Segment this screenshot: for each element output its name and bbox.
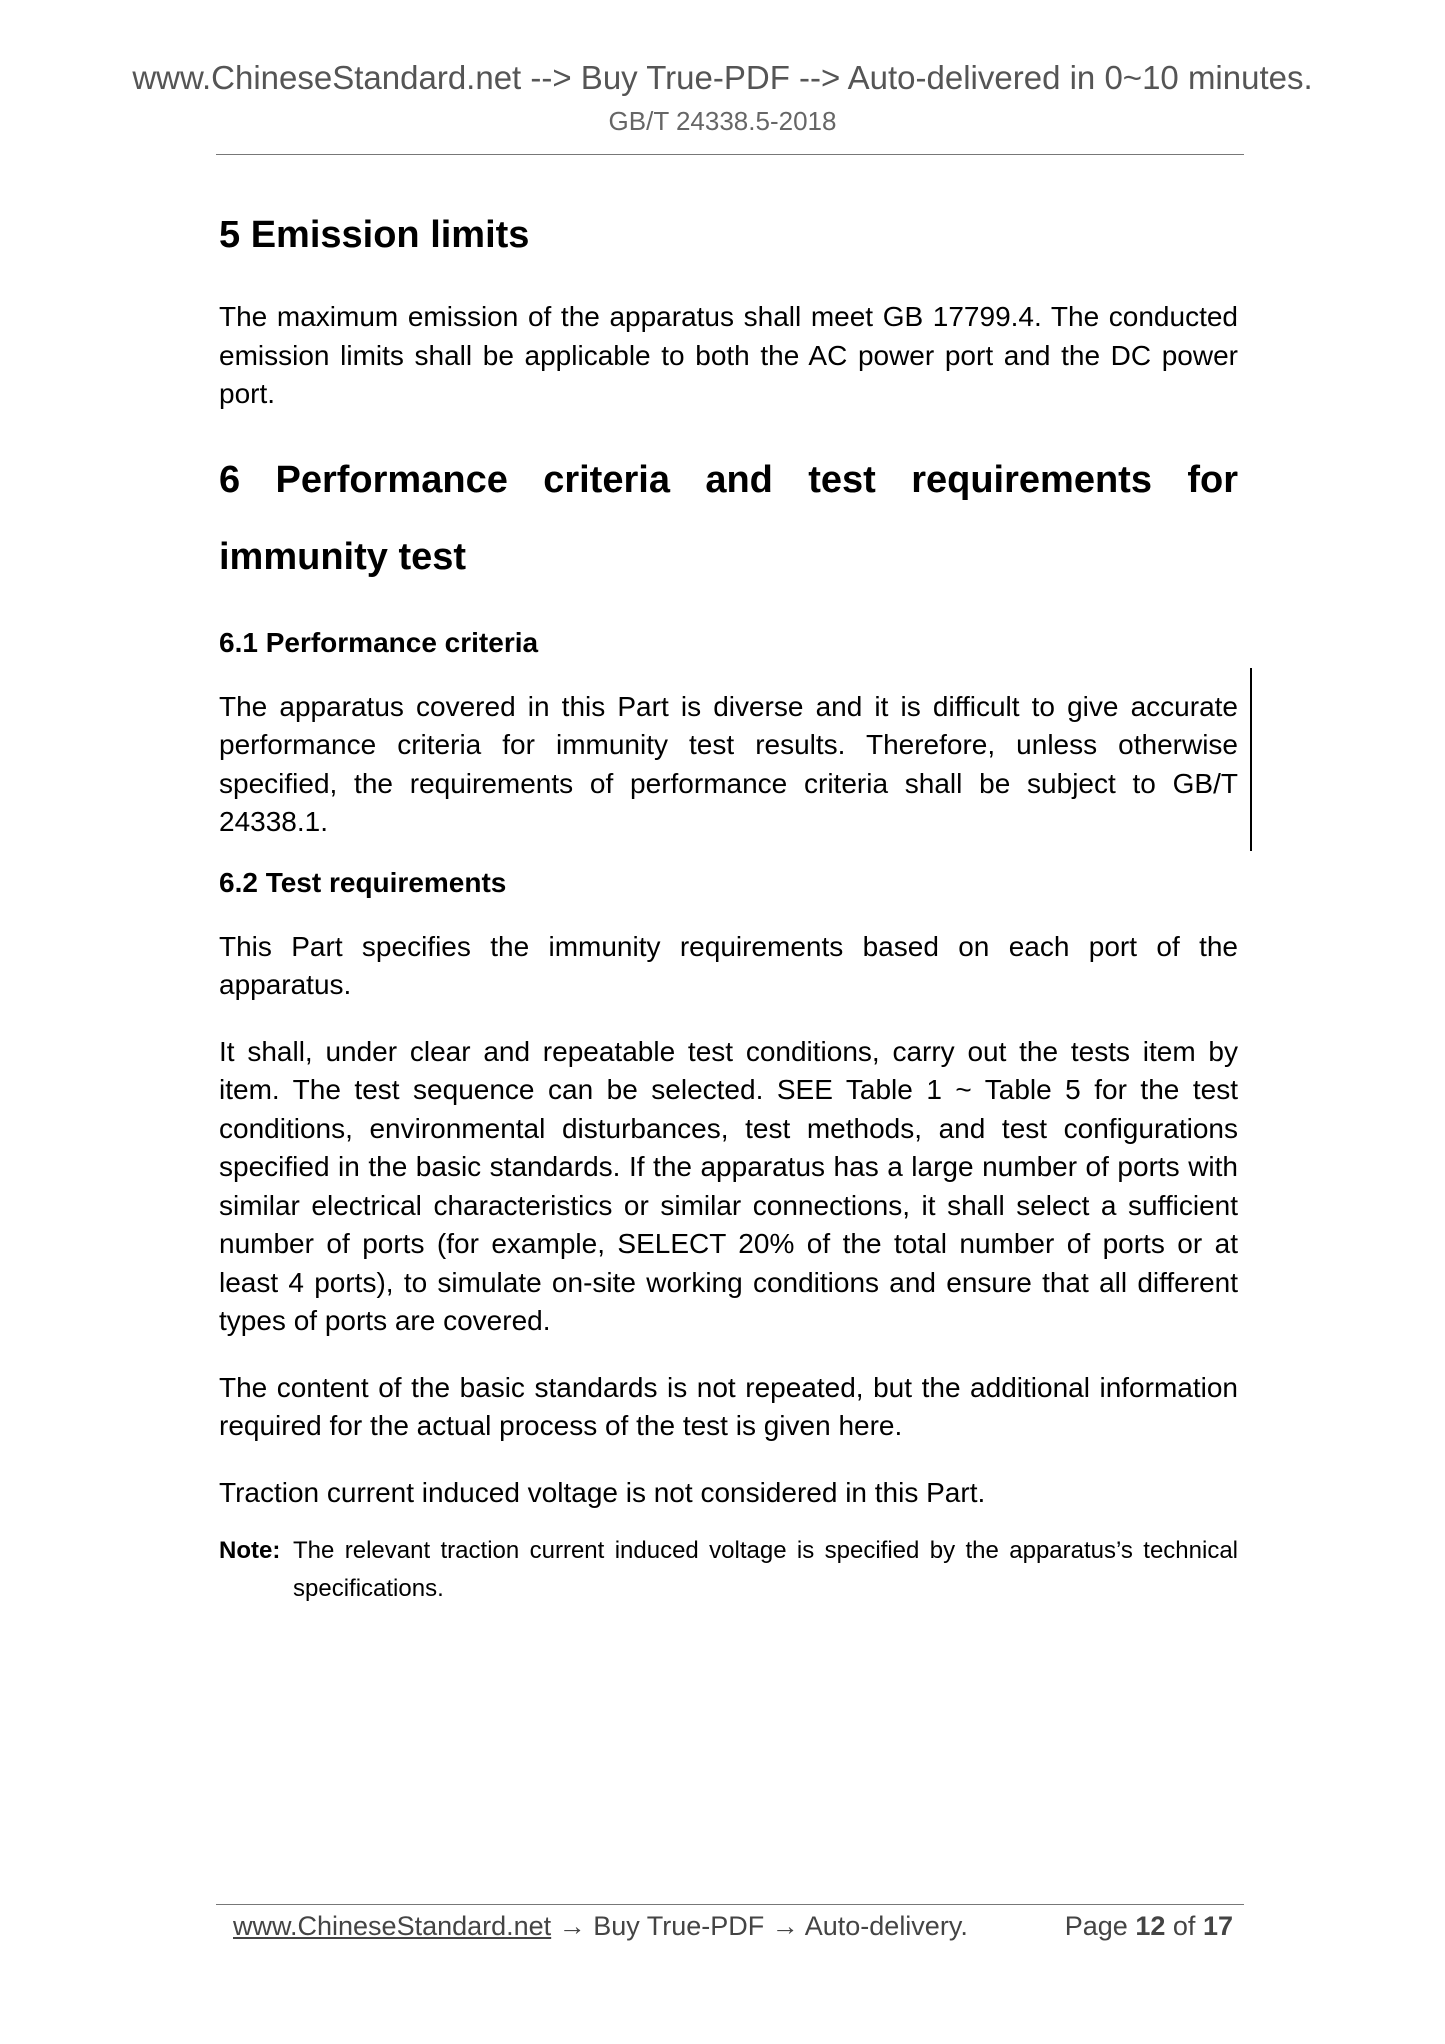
footer-divider [216, 1904, 1244, 1905]
section-6-heading [219, 442, 1238, 596]
page-total: 17 [1202, 1911, 1233, 1941]
section-6-heading-line-2: immunity test [219, 535, 467, 578]
section-6-1-paragraph: The apparatus covered in this Part is diverse and it is difficult to give accurate performance criteria for immunity test results. Therefore, unless otherwise specified, the requirements of performance criteria shall be subject to GB/T 24338.1. [219, 690, 1238, 837]
page-label: Page [1064, 1911, 1128, 1941]
section-5-paragraph: The maximum emission of the apparatus shall meet GB 17799.4. The conducted emission limits shall be applicable to both the AC power port and the DC power port. [219, 301, 1238, 409]
section-6-2-paragraph: The content of the basic standards is not repeated, but the additional information required for the actual process of the test is given here. [219, 1371, 1238, 1441]
document-code: GB/T 24338.5-2018 [608, 106, 837, 136]
header-banner: www.ChineseStandard.net --> Buy True-PDF --> Auto-delivered in 0~10 minutes. [132, 59, 1313, 96]
note-text: The relevant traction current induced voltage is specified by the apparatus’s technical specifications. [293, 1537, 1238, 1602]
note [219, 1532, 1238, 1608]
section-6-2-paragraph: This Part specifies the immunity requirements based on each port of the apparatus. [219, 930, 1238, 1000]
page-content [219, 205, 1238, 1608]
section-6-2-paragraph: Traction current induced voltage is not considered in this Part. [219, 1476, 986, 1508]
section-6-1-heading: 6.1 Performance criteria [219, 626, 539, 658]
page-of-label: of [1172, 1911, 1196, 1941]
page-number [1065, 1906, 1233, 1946]
footer-purchase-text: → Buy True-PDF → Auto-delivery. [551, 1911, 968, 1941]
section-5-heading: 5 Emission limits [219, 214, 530, 256]
section-6-2-paragraph: It shall, under clear and repeatable test conditions, carry out the tests item by item. The test sequence can be selected. SEE Table 1 ~ Table 5 for the test conditions, environmental disturbances, test methods, and test configurations specified in the basic standards. If the apparatus has a large number of ports with similar electrical characteristics or similar connections, it shall select a sufficient number of ports (for example, SELECT 20% of the total number of ports or at least 4 ports), to simulate on-site working conditions and ensure that all different types of ports are covered. [219, 1035, 1238, 1336]
page-current: 12 [1135, 1911, 1166, 1941]
section-6-2-heading: 6.2 Test requirements [219, 866, 507, 898]
header-divider [216, 154, 1244, 155]
footer [233, 1906, 1233, 1946]
change-bar [1250, 668, 1252, 851]
note-label: Note: [219, 1537, 281, 1564]
section-6-heading-line-1: 6 Performance criteria and test requirements for [219, 458, 1238, 501]
footer-website-link[interactable]: www.ChineseStandard.net [233, 1911, 552, 1941]
